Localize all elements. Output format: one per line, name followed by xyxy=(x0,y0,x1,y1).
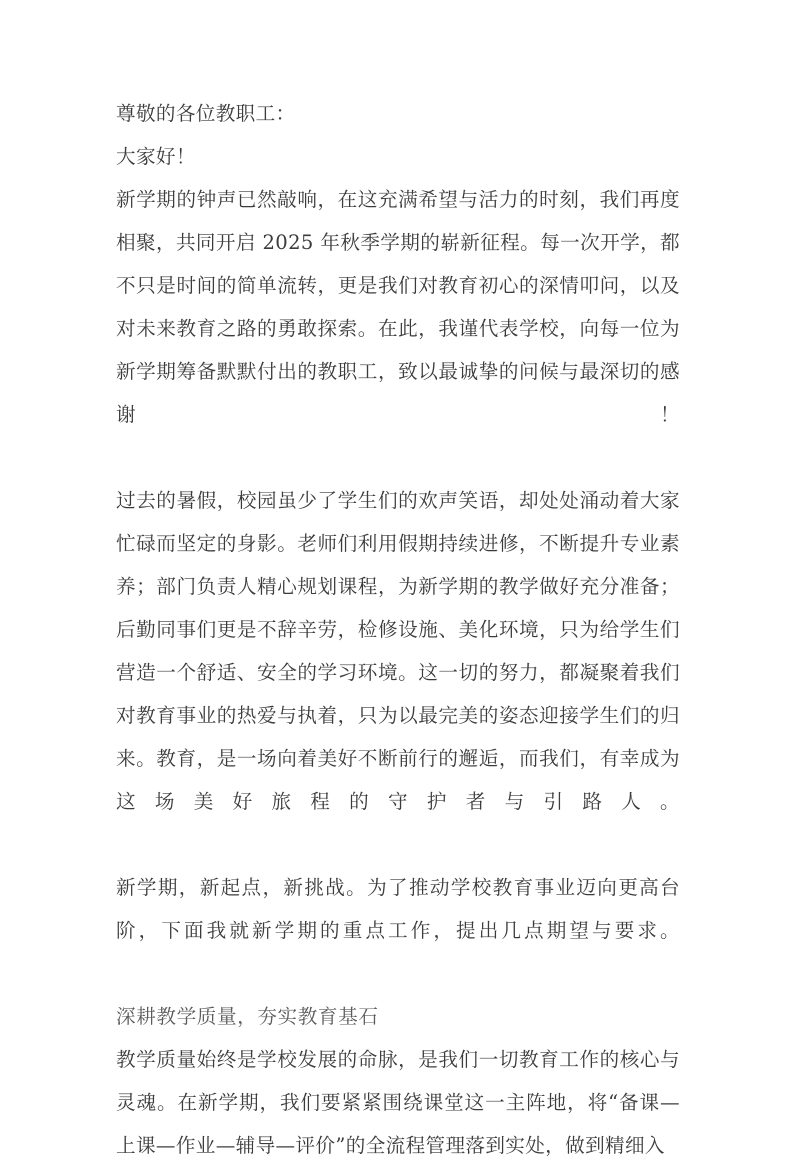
paragraph-4: 教学质量始终是学校发展的命脉，是我们一切教育工作的核心与灵魂。在新学期，我们要紧紧围绕课堂这一主阵地，将“备课—上课—作业—辅导—评价”的全流程管理落到实处，做到精细入 xyxy=(116,1048,680,1157)
greeting-line: 大家好！ xyxy=(116,145,196,168)
section-heading-1: 深耕教学质量，夯实教育基石 xyxy=(116,1005,379,1028)
document-body xyxy=(116,92,680,1167)
paragraph-2: 过去的暑假，校园虽少了学生们的欢声笑语，却处处涌动着大家忙碌而坚定的身影。老师们利用假期持续进修，不断提升专业素养；部门负责人精心规划课程，为新学期的教学做好充分准备；后勤同事们更是不辞辛劳，检修设施、美化环境，只为给学生们营造一个舒适、安全的学习环境。这一切的努力，都凝聚着我们对教育事业的热爱与执着，只为以最完美的姿态迎接学生们的归来。教育，是一场向着美好不断前行的邂逅，而我们，有幸成为这场美好旅程的守护者与引路人。 xyxy=(116,489,680,813)
paragraph-1: 新学期的钟声已然敲响，在这充满希望与活力的时刻，我们再度相聚，共同开启 2025 年秋季学期的崭新征程。每一次开学，都不只是时间的简单流转，更是我们对教育初心的深情叩问，以及对未来教育之路的勇敢探索。在此，我谨代表学校，向每一位为新学期筹备默默付出的教职工，致以最诚挚的问候与最深切的感谢！ xyxy=(116,188,680,426)
paragraph-3: 新学期，新起点，新挑战。为了推动学校教育事业迈向更高台阶，下面我就新学期的重点工作，提出几点期望与要求。 xyxy=(116,876,680,942)
salutation-line: 尊敬的各位教职工： xyxy=(116,102,296,125)
